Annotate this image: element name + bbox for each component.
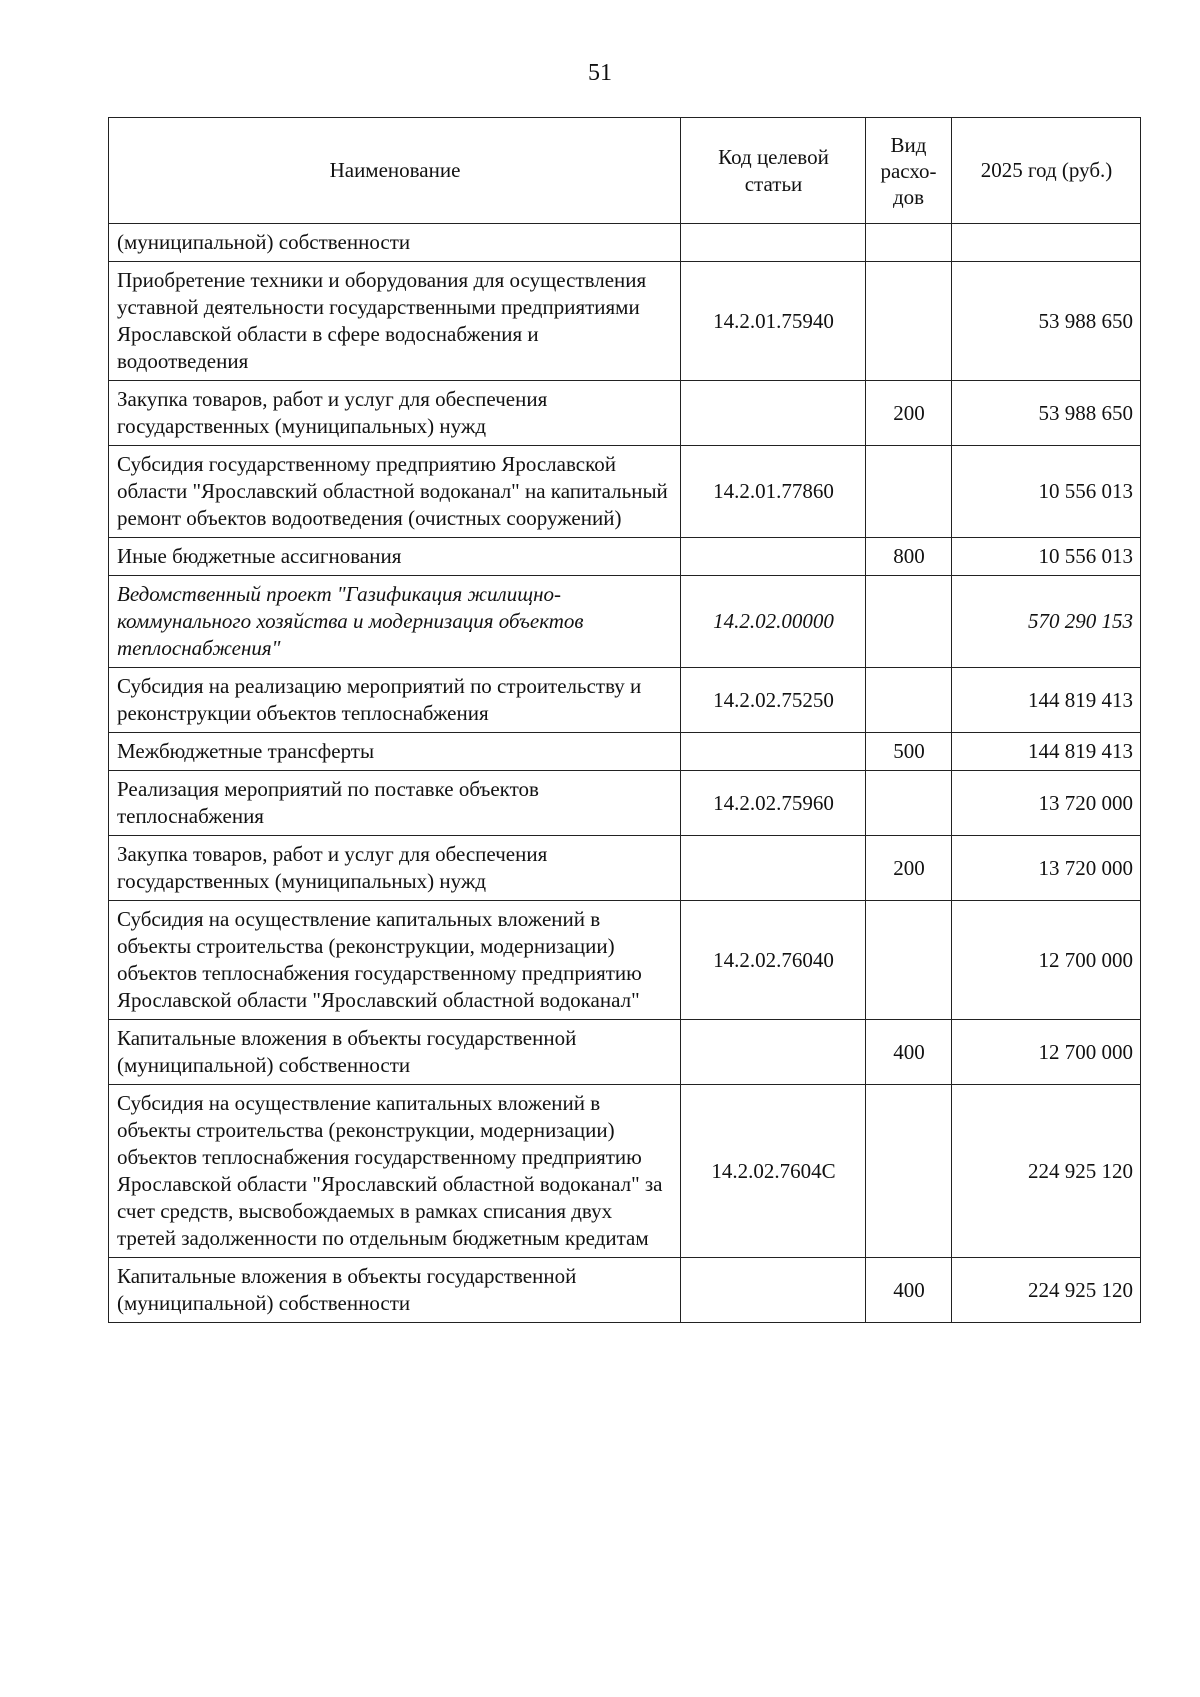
- cell-vid: 200: [866, 381, 952, 446]
- page-number: 51: [588, 60, 612, 86]
- cell-vid: [866, 771, 952, 836]
- cell-sum: 224 925 120: [952, 1258, 1141, 1323]
- cell-code: [681, 224, 866, 262]
- cell-name: Субсидия на реализацию мероприятий по строительству и реконструкции объектов теплоснабжения: [109, 668, 681, 733]
- table-body: [109, 224, 1141, 1323]
- cell-code: [681, 381, 866, 446]
- cell-name: Приобретение техники и оборудования для осуществления уставной деятельности государственными предприятиями Ярославской области в сфере водоснабжения и водоотведения: [109, 262, 681, 381]
- table-row: [109, 733, 1141, 771]
- cell-sum: 12 700 000: [952, 1020, 1141, 1085]
- cell-code: 14.2.01.75940: [681, 262, 866, 381]
- cell-sum: 10 556 013: [952, 446, 1141, 538]
- cell-name: Реализация мероприятий по поставке объектов теплоснабжения: [109, 771, 681, 836]
- cell-vid: 200: [866, 836, 952, 901]
- table-row: [109, 262, 1141, 381]
- cell-sum: 13 720 000: [952, 836, 1141, 901]
- cell-sum: 13 720 000: [952, 771, 1141, 836]
- cell-name: Закупка товаров, работ и услуг для обеспечения государственных (муниципальных) нужд: [109, 381, 681, 446]
- column-header-sum: 2025 год (руб.): [952, 118, 1141, 224]
- cell-code: [681, 538, 866, 576]
- cell-code: [681, 733, 866, 771]
- cell-name: Субсидия государственному предприятию Ярославской области "Ярославский областной водоканал" на капитальный ремонт объектов водоотведения (очистных сооружений): [109, 446, 681, 538]
- cell-code: 14.2.02.7604С: [681, 1085, 866, 1258]
- table-row: [109, 836, 1141, 901]
- table-row: [109, 901, 1141, 1020]
- cell-vid: [866, 1085, 952, 1258]
- cell-vid: 500: [866, 733, 952, 771]
- table-row: [109, 668, 1141, 733]
- column-header-name: Наименование: [109, 118, 681, 224]
- cell-sum: 570 290 153: [952, 576, 1141, 668]
- cell-sum: 12 700 000: [952, 901, 1141, 1020]
- table-row: [109, 1020, 1141, 1085]
- table-row: [109, 1085, 1141, 1258]
- cell-sum: 144 819 413: [952, 733, 1141, 771]
- cell-name: Капитальные вложения в объекты государственной (муниципальной) собственности: [109, 1258, 681, 1323]
- cell-code: 14.2.01.77860: [681, 446, 866, 538]
- table-header-row: [109, 118, 1141, 224]
- cell-name: Капитальные вложения в объекты государственной (муниципальной) собственности: [109, 1020, 681, 1085]
- cell-name: Иные бюджетные ассигнования: [109, 538, 681, 576]
- column-header-vid: Вид расхо-дов: [866, 118, 952, 224]
- table-row: [109, 381, 1141, 446]
- cell-vid: 400: [866, 1020, 952, 1085]
- cell-vid: [866, 224, 952, 262]
- table-row: [109, 446, 1141, 538]
- cell-vid: [866, 901, 952, 1020]
- budget-table: [108, 117, 1141, 1323]
- table-row: [109, 538, 1141, 576]
- cell-code: [681, 1020, 866, 1085]
- cell-sum: [952, 224, 1141, 262]
- cell-name: Ведомственный проект "Газификация жилищно-коммунального хозяйства и модернизация объектов теплоснабжения": [109, 576, 681, 668]
- cell-sum: 53 988 650: [952, 262, 1141, 381]
- column-header-code: Код целевой статьи: [681, 118, 866, 224]
- cell-name: Закупка товаров, работ и услуг для обеспечения государственных (муниципальных) нужд: [109, 836, 681, 901]
- cell-code: [681, 1258, 866, 1323]
- table-row: [109, 771, 1141, 836]
- cell-code: [681, 836, 866, 901]
- cell-code: 14.2.02.75960: [681, 771, 866, 836]
- cell-code: 14.2.02.76040: [681, 901, 866, 1020]
- cell-name: (муниципальной) собственности: [109, 224, 681, 262]
- table-row: [109, 224, 1141, 262]
- cell-sum: 224 925 120: [952, 1085, 1141, 1258]
- cell-vid: 800: [866, 538, 952, 576]
- cell-code: 14.2.02.00000: [681, 576, 866, 668]
- cell-name: Субсидия на осуществление капитальных вложений в объекты строительства (реконструкции, модернизации) объектов теплоснабжения государственному предприятию Ярославской области "Ярославский областной водоканал" за счет средств, высвобождаемых в рамках списания двух третей задолженности по отдельным бюджетным кредитам: [109, 1085, 681, 1258]
- cell-code: 14.2.02.75250: [681, 668, 866, 733]
- cell-sum: 53 988 650: [952, 381, 1141, 446]
- cell-vid: [866, 576, 952, 668]
- table-row: [109, 1258, 1141, 1323]
- cell-sum: 144 819 413: [952, 668, 1141, 733]
- cell-vid: [866, 668, 952, 733]
- cell-vid: [866, 446, 952, 538]
- cell-sum: 10 556 013: [952, 538, 1141, 576]
- cell-name: Субсидия на осуществление капитальных вложений в объекты строительства (реконструкции, модернизации) объектов теплоснабжения государственному предприятию Ярославской области "Ярославский областной водоканал": [109, 901, 681, 1020]
- table-row: [109, 576, 1141, 668]
- cell-name: Межбюджетные трансферты: [109, 733, 681, 771]
- cell-vid: [866, 262, 952, 381]
- cell-vid: 400: [866, 1258, 952, 1323]
